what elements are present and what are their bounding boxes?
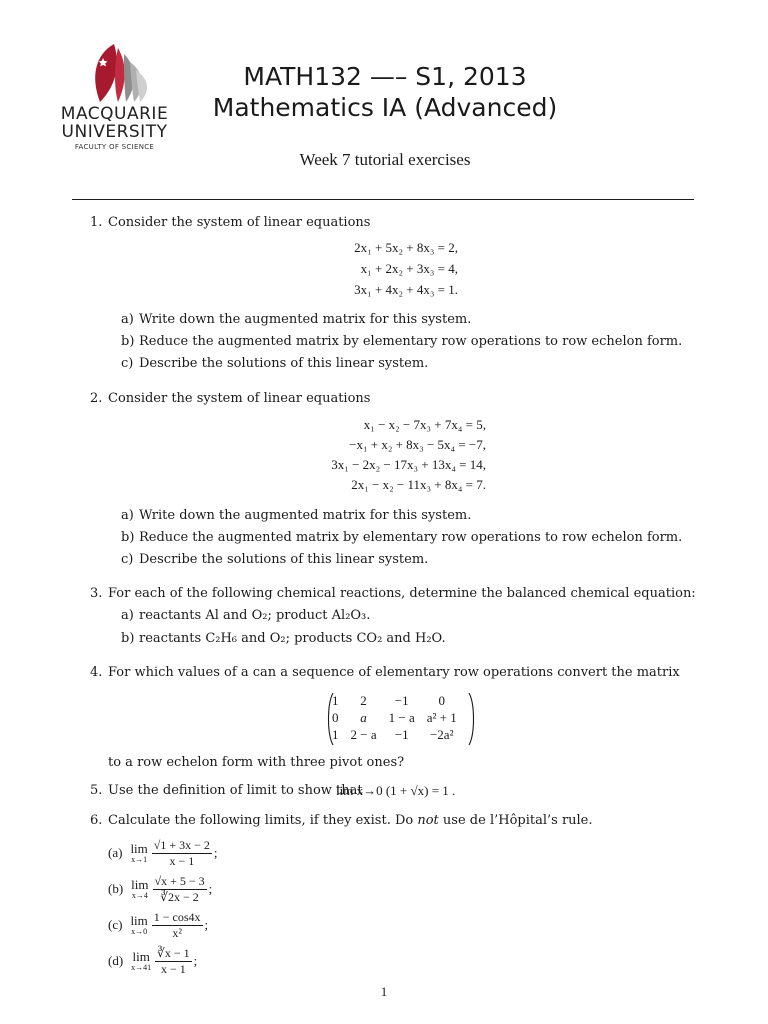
problem-2-equation-3: 3x₁ − 2x₂ − 17x₃ + 13x₄ = 14, xyxy=(331,457,486,472)
matrix-cell: 2 − a xyxy=(350,726,377,742)
logo-text-faculty: FACULTY OF SCIENCE xyxy=(74,143,155,151)
problem-1-part-b-text: Reduce the augmented matrix by elementary row operations to row echelon form. xyxy=(139,334,683,349)
matrix-cell: −1 xyxy=(394,726,409,742)
problem-6-part-d-label: (d) xyxy=(108,953,124,968)
problem-6-number: 6. xyxy=(90,813,103,828)
matrix-cell: −1 xyxy=(394,692,409,708)
problem-1-part-c-label: c) xyxy=(121,356,134,371)
limit-fraction: $\frac{√1 + 3x - 2}{x - 1}$ xyxy=(153,837,210,868)
matrix-cell: 1 − a xyxy=(388,709,415,725)
limit-fraction: $\frac{∛x - 1}{x - 1}$ xyxy=(157,945,190,976)
matrix-body xyxy=(328,692,463,743)
problem-2-part-b-label: b) xyxy=(121,530,135,545)
course-code-title: MATH132 —– S1, 2013 xyxy=(243,62,527,91)
matrix-cell: a xyxy=(360,709,367,725)
problem-6-part-b: (b) lim x→4 $\frac{√x + 5 - 3}{∛2x - 2}$ ; xyxy=(108,873,213,904)
problem-1-part-c-text: Describe the solutions of this linear system. xyxy=(139,356,429,371)
problem-1-number: 1. xyxy=(90,215,103,230)
problem-4-outro: to a row echelon form with three pivot ones? xyxy=(108,755,405,770)
university-logo xyxy=(52,40,177,155)
problem-1-equation-1: 2x₁ + 5x₂ + 8x₃ = 2, xyxy=(354,240,458,255)
matrix-cell: −2a² xyxy=(429,726,454,742)
problem-3-part-a-text: reactants Al and O₂; product Al₂O₃. xyxy=(139,608,371,623)
problem-2-part-c-label: c) xyxy=(121,552,134,567)
problem-6-part-c: (c) lim x→0 $\frac{1 - \cos 4x}{\text{x²}}$ ; xyxy=(108,909,209,940)
header-divider xyxy=(72,199,694,200)
problem-2-number: 2. xyxy=(90,391,103,406)
problem-3-intro: For each of the following chemical reactions, determine the balanced chemical equation: xyxy=(108,586,696,601)
limit-operator: lim x→41 xyxy=(131,949,152,972)
problem-3-part-b-label: b) xyxy=(121,631,135,646)
problem-6-text-a: Calculate the following limits, if they exist. Do xyxy=(108,813,414,828)
page-number: 1 xyxy=(380,984,388,999)
problem-3-number: 3. xyxy=(90,586,103,601)
problem-2-equation-4: 2x₁ − x₂ − 11x₃ + 8x₄ = 7. xyxy=(351,477,486,492)
problem-1-intro: Consider the system of linear equations xyxy=(108,215,371,230)
problem-6-text-emphasis: not xyxy=(417,813,439,828)
problem-1-equation-3: 3x₁ + 4x₂ + 4x₃ = 1. xyxy=(354,282,458,297)
problem-6-part-b-label: (b) xyxy=(108,881,124,896)
matrix-cell: 2 xyxy=(360,692,367,708)
problem-1-part-a-text: Write down the augmented matrix for this system. xyxy=(139,312,472,327)
limit-fraction: $\frac{1 - \cos 4x}{\text{x²}}$ xyxy=(153,909,201,940)
matrix-right-paren xyxy=(468,692,476,746)
problem-2-part-a-text: Write down the augmented matrix for this system. xyxy=(139,508,472,523)
problem-2-equation-2: −x₁ + x₂ + 8x₃ − 5x₄ = −7, xyxy=(349,437,486,452)
matrix-cell: 0 xyxy=(332,709,339,725)
problem-3-part-a-label: a) xyxy=(121,608,134,623)
problem-6-text-b: use de l’Hôpital’s rule. xyxy=(442,813,593,828)
limit-fraction: $\frac{√x + 5 - 3}{∛2x - 2}$ xyxy=(154,873,205,904)
matrix-cell: 1 xyxy=(332,726,339,742)
limit-operator: lim x→4 xyxy=(131,877,149,900)
problem-5-number: 5. xyxy=(90,783,103,798)
logo-text-macquarie: MACQUARIE xyxy=(60,104,169,124)
problem-2-intro: Consider the system of linear equations xyxy=(108,391,371,406)
problem-6-part-a: (a) lim x→1 $\frac{√1 + 3x - 2}{x - 1}$ ; xyxy=(108,837,218,868)
problem-4-matrix xyxy=(326,692,476,746)
problem-4-number: 4. xyxy=(90,665,103,680)
problem-6-part-c-label: (c) xyxy=(108,917,123,932)
problem-6-part-a-label: (a) xyxy=(108,845,123,860)
problem-6-part-d: (d) lim x→41 $\frac{∛x - 1}{x - 1}$ ; xyxy=(108,945,198,976)
problem-5-expression: lim x→0 (1 + √x) = 1 . xyxy=(336,783,456,798)
problem-2-equation-1: x₁ − x₂ − 7x₃ + 7x₄ = 5, xyxy=(363,417,486,432)
problem-3-part-b-text: reactants C₂H₆ and O₂; products CO₂ and H₂O. xyxy=(139,631,446,646)
problem-2-part-a-label: a) xyxy=(121,508,134,523)
limit-operator: lim x→1 xyxy=(130,841,148,864)
problem-2-part-c-text: Describe the solutions of this linear system. xyxy=(139,552,429,567)
problem-1-part-b-label: b) xyxy=(121,334,135,349)
problem-6-text xyxy=(108,813,593,829)
course-name-title: Mathematics IA (Advanced) xyxy=(212,93,558,122)
limit-operator: lim x→0 xyxy=(130,913,148,936)
problem-2-part-b-text: Reduce the augmented matrix by elementary row operations to row echelon form. xyxy=(139,530,683,545)
logo-text-university: UNIVERSITY xyxy=(61,122,168,142)
problem-5-text: Use the definition of limit to show that xyxy=(108,783,363,798)
problem-1-equation-2: x₁ + 2x₂ + 3x₃ = 4, xyxy=(360,261,458,276)
problem-4-intro: For which values of a can a sequence of elementary row operations convert the matrix xyxy=(108,665,680,680)
macquarie-lighthouse-icon xyxy=(52,40,177,106)
problem-1-part-a-label: a) xyxy=(121,312,134,327)
page-subtitle: Week 7 tutorial exercises xyxy=(299,150,471,169)
matrix-cell: 1 xyxy=(332,692,339,708)
matrix-cell: 0 xyxy=(438,692,445,708)
matrix-cell: a² + 1 xyxy=(426,709,457,725)
